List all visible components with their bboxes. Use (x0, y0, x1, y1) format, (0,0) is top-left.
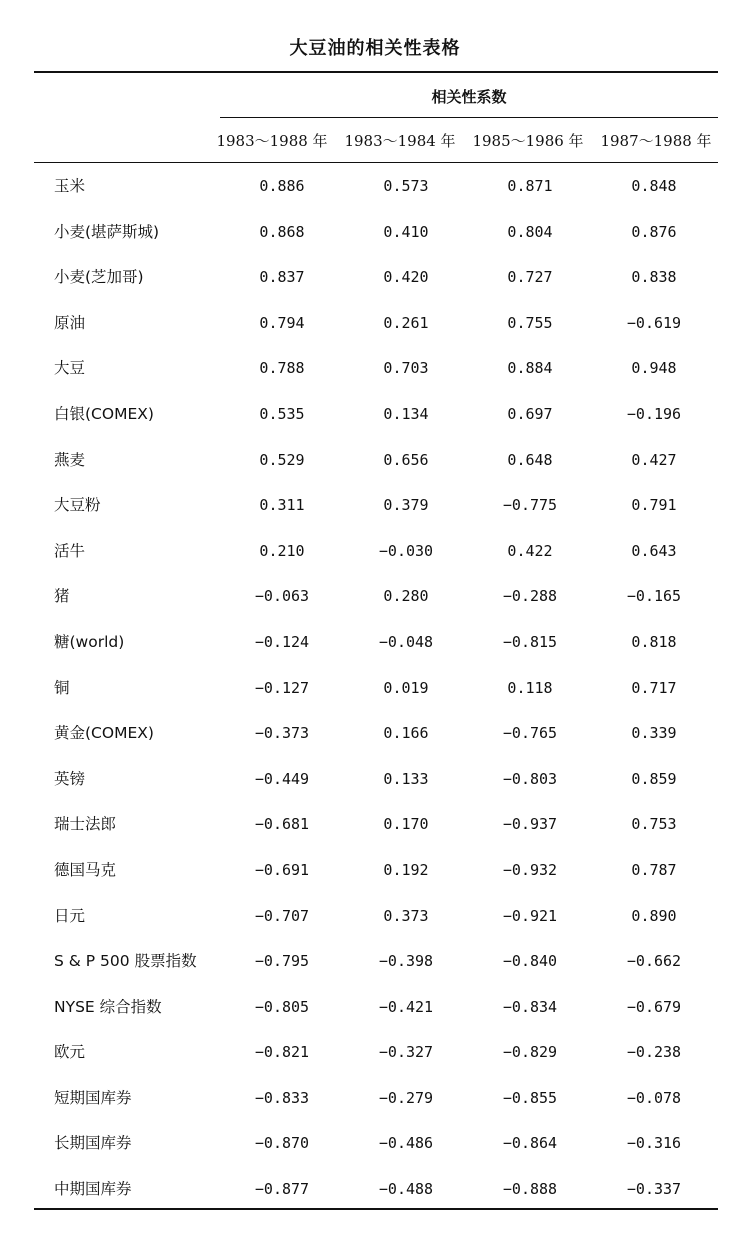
correlation-value: 0.210 (259, 541, 305, 560)
correlation-value: 0.871 (507, 177, 553, 195)
correlation-value: −0.803 (502, 769, 558, 788)
correlation-value: 0.133 (383, 769, 429, 788)
correlation-value: 0.697 (507, 404, 553, 423)
correlation-value: −0.855 (502, 1088, 558, 1107)
correlation-value: 0.261 (383, 313, 429, 332)
correlation-value: −0.805 (254, 997, 310, 1016)
correlation-value: 0.134 (383, 404, 429, 423)
table-row (34, 894, 718, 940)
correlation-value: −0.864 (502, 1134, 558, 1153)
correlation-value: 0.379 (383, 496, 429, 515)
correlation-value: 0.373 (383, 906, 429, 925)
correlation-value: −0.937 (502, 815, 558, 834)
row-label: S & P 500 股票指数 (54, 952, 197, 971)
correlation-value: 0.703 (383, 359, 429, 378)
correlation-value: 0.884 (507, 359, 553, 378)
correlation-value: 0.948 (631, 359, 677, 378)
correlation-value: −0.486 (378, 1134, 434, 1153)
table-row (34, 255, 718, 301)
table-row (34, 1121, 718, 1167)
row-label: 英镑 (54, 769, 86, 788)
correlation-value: −0.398 (378, 952, 434, 971)
row-label: NYSE 综合指数 (54, 997, 162, 1016)
correlation-value: 0.019 (383, 678, 429, 697)
row-label: 德国马克 (54, 860, 117, 879)
correlation-value: −0.337 (626, 1180, 682, 1199)
correlation-value: 0.753 (631, 815, 677, 834)
correlation-value: 0.410 (383, 222, 429, 241)
correlation-value: 0.848 (631, 177, 677, 195)
correlation-value: 0.166 (383, 724, 429, 743)
row-label: 大豆 (54, 359, 86, 378)
row-label: 小麦(芝加哥) (54, 268, 144, 287)
correlation-value: −0.888 (502, 1180, 558, 1199)
correlation-value: 0.838 (631, 268, 677, 287)
correlation-value: 0.804 (507, 222, 553, 241)
table-row (34, 1167, 718, 1213)
table-row (34, 1076, 718, 1122)
column-header-1987-1988: 1987～1988 年 (600, 132, 712, 150)
group-header: 相关性系数 (431, 88, 507, 106)
correlation-value: 0.170 (383, 815, 429, 834)
row-label: 白银(COMEX) (54, 404, 154, 423)
correlation-value: −0.834 (502, 997, 558, 1016)
correlation-value: −0.765 (502, 724, 558, 743)
correlation-value: 0.717 (631, 678, 677, 697)
correlation-value: −0.681 (254, 815, 310, 834)
correlation-value: 0.787 (631, 860, 677, 879)
row-label: 黄金(COMEX) (54, 724, 154, 743)
correlation-value: −0.488 (378, 1180, 434, 1199)
table-row (34, 301, 718, 347)
correlation-value: 0.420 (383, 268, 429, 287)
correlation-value: −0.619 (626, 313, 682, 332)
row-label: 长期国库券 (54, 1134, 132, 1153)
row-label: 燕麦 (54, 450, 86, 469)
table-row (34, 666, 718, 712)
table-row (34, 483, 718, 529)
correlation-value: −0.795 (254, 952, 310, 971)
correlation-value: 0.339 (631, 724, 677, 743)
table-row (34, 392, 718, 438)
correlation-value: −0.707 (254, 906, 310, 925)
correlation-value: −0.775 (502, 496, 558, 515)
correlation-value: −0.840 (502, 952, 558, 971)
row-label: 瑞士法郎 (54, 815, 117, 834)
correlation-value: −0.833 (254, 1088, 310, 1107)
correlation-value: −0.078 (626, 1088, 682, 1107)
correlation-value: −0.829 (502, 1043, 558, 1062)
row-label: 大豆粉 (54, 496, 101, 515)
row-label: 猪 (54, 587, 70, 606)
column-header-1985-1986: 1985～1986 年 (472, 132, 584, 150)
table-row (34, 438, 718, 484)
table-row (34, 1030, 718, 1076)
column-header-1983-1988: 1983～1988 年 (216, 132, 328, 150)
correlation-value: −0.421 (378, 997, 434, 1016)
table-row (34, 164, 718, 210)
correlation-value: 0.788 (259, 359, 305, 378)
correlation-value: −0.921 (502, 906, 558, 925)
correlation-value: −0.127 (254, 678, 310, 697)
correlation-value: −0.870 (254, 1134, 310, 1153)
column-headers (216, 130, 718, 152)
table-row (34, 848, 718, 894)
correlation-value: 0.859 (631, 769, 677, 788)
table-row (34, 802, 718, 848)
table-row (34, 346, 718, 392)
correlation-value: −0.662 (626, 952, 682, 971)
correlation-value: −0.449 (254, 769, 310, 788)
row-label: 短期国库券 (54, 1088, 132, 1107)
correlation-value: 0.280 (383, 587, 429, 606)
row-label: 日元 (54, 906, 86, 925)
group-header-rule (220, 117, 718, 118)
correlation-value: −0.932 (502, 860, 558, 879)
table-row (34, 620, 718, 666)
row-label: 欧元 (54, 1043, 86, 1062)
row-label: 小麦(堪萨斯城) (54, 222, 160, 241)
correlation-value: 0.535 (259, 404, 305, 423)
correlation-value: 0.573 (383, 177, 429, 195)
correlation-value: −0.815 (502, 632, 558, 651)
correlation-value: −0.327 (378, 1043, 434, 1062)
correlation-value: 0.755 (507, 313, 553, 332)
correlation-value: 0.192 (383, 860, 429, 879)
correlation-value: −0.048 (378, 632, 434, 651)
row-label: 中期国库券 (54, 1180, 132, 1199)
correlation-value: −0.877 (254, 1180, 310, 1199)
correlation-value: 0.529 (259, 450, 305, 469)
correlation-value: 0.311 (259, 496, 305, 515)
row-label: 活牛 (54, 541, 86, 560)
correlation-value: −0.821 (254, 1043, 310, 1062)
correlation-value: 0.794 (259, 313, 305, 332)
correlation-value: 0.427 (631, 450, 677, 469)
row-label: 玉米 (54, 177, 86, 195)
correlation-value: −0.679 (626, 997, 682, 1016)
table-row (34, 574, 718, 620)
table-row (34, 757, 718, 803)
correlation-value: −0.279 (378, 1088, 434, 1107)
correlation-value: −0.196 (626, 404, 682, 423)
correlation-value: −0.288 (502, 587, 558, 606)
correlation-value: 0.118 (507, 678, 553, 697)
correlation-value: −0.238 (626, 1043, 682, 1062)
correlation-value: −0.373 (254, 724, 310, 743)
correlation-value: −0.124 (254, 632, 310, 651)
correlation-value: 0.818 (631, 632, 677, 651)
table-title: 大豆油的相关性表格 (289, 38, 461, 59)
correlation-value: −0.030 (378, 541, 434, 560)
table-body (34, 164, 718, 1213)
correlation-value: 0.648 (507, 450, 553, 469)
table-row (34, 939, 718, 985)
correlation-value: 0.886 (259, 177, 305, 195)
correlation-value: 0.876 (631, 222, 677, 241)
correlation-value: −0.316 (626, 1134, 682, 1153)
correlation-value: 0.727 (507, 268, 553, 287)
correlation-value: 0.890 (631, 906, 677, 925)
row-label: 原油 (54, 313, 86, 332)
table-row (34, 985, 718, 1031)
correlation-value: 0.837 (259, 268, 305, 287)
correlation-value: 0.791 (631, 496, 677, 515)
correlation-value: −0.691 (254, 860, 310, 879)
correlation-value: 0.868 (259, 222, 305, 241)
correlation-value: −0.063 (254, 587, 310, 606)
table-row (34, 711, 718, 757)
row-label: 铜 (54, 678, 70, 697)
bottom-rule (34, 1208, 718, 1210)
top-rule (34, 71, 718, 73)
correlation-value: 0.422 (507, 541, 553, 560)
header-rule (34, 162, 718, 163)
table-row (34, 210, 718, 256)
correlation-value: −0.165 (626, 587, 682, 606)
column-header-1983-1984: 1983～1984 年 (344, 132, 456, 150)
row-label: 糖(world) (54, 632, 125, 651)
correlation-value: 0.656 (383, 450, 429, 469)
table-row (34, 529, 718, 575)
correlation-value: 0.643 (631, 541, 677, 560)
